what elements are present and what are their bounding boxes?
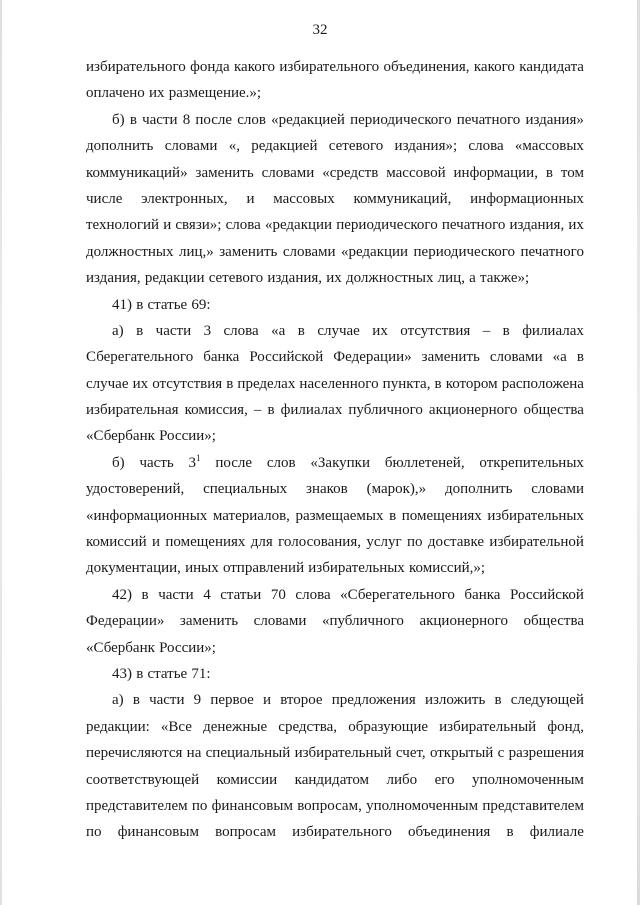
- word: «Все: [160, 718, 192, 735]
- word: технологий: [86, 217, 160, 234]
- word: России»;: [159, 428, 216, 445]
- word: информации,: [453, 164, 538, 181]
- word: 43): [112, 665, 132, 682]
- word: «редакции: [264, 217, 333, 234]
- word: в: [226, 375, 234, 392]
- word: Российской: [249, 349, 324, 366]
- word: голосования,: [278, 534, 361, 551]
- word: избирательная: [86, 402, 179, 419]
- word: филиале: [529, 824, 584, 841]
- word: расположена: [501, 375, 584, 392]
- word: словами: [164, 138, 218, 155]
- word: в: [389, 507, 397, 524]
- text-line: [86, 239, 584, 265]
- word: вопросам,: [297, 797, 362, 814]
- text-line: [86, 54, 584, 80]
- word: б): [112, 454, 125, 471]
- word: в: [136, 296, 144, 313]
- word: Российской: [510, 586, 584, 603]
- text-line: [86, 687, 584, 713]
- word: для: [250, 534, 273, 551]
- text-line: [86, 635, 584, 661]
- text-line: [86, 397, 584, 423]
- word: периодического: [413, 243, 516, 260]
- word: связи»;: [175, 217, 222, 234]
- text-line: [86, 714, 584, 740]
- word: комиссия,: [184, 402, 248, 419]
- word: слова: [223, 322, 259, 339]
- word: размещение.»;: [168, 85, 262, 102]
- word: специальный: [205, 745, 291, 762]
- word: банка: [464, 586, 501, 603]
- word: а): [112, 692, 124, 709]
- word: «публичного: [321, 613, 404, 630]
- word: случае: [317, 322, 360, 339]
- word: в: [576, 349, 584, 366]
- word: представителем: [482, 797, 584, 814]
- word: открепительных: [479, 454, 584, 471]
- text-line: [86, 423, 584, 449]
- word: 42): [112, 586, 132, 603]
- word: сетевого: [208, 270, 264, 287]
- word: заменить: [179, 613, 239, 630]
- word: услуг: [366, 534, 402, 551]
- word: случае: [86, 375, 129, 392]
- superscript: 1: [196, 452, 201, 463]
- text-line: [86, 212, 584, 238]
- word: и: [263, 692, 272, 709]
- page-number: 32: [312, 22, 328, 38]
- word: либо: [386, 771, 418, 788]
- word: слова: [295, 586, 331, 603]
- word: следующей: [510, 692, 584, 709]
- word: в: [141, 586, 149, 603]
- word: массовых: [273, 190, 335, 207]
- word: общества: [523, 402, 584, 419]
- word: их: [326, 270, 342, 287]
- word: коммуникаций,: [353, 190, 452, 207]
- word: их: [372, 322, 388, 339]
- word: их: [149, 85, 165, 102]
- word: в: [545, 164, 553, 181]
- word: второе: [280, 692, 323, 709]
- word: избирательного: [86, 59, 186, 75]
- text-line: [86, 344, 584, 370]
- word: дополнить: [86, 138, 154, 155]
- word: и: [246, 190, 255, 207]
- word: счет,: [395, 745, 426, 762]
- word: уполномоченным: [471, 771, 584, 788]
- word: предложения: [331, 692, 416, 709]
- word: «а: [271, 322, 286, 339]
- word: пункта,: [382, 375, 431, 392]
- word: избирательной: [489, 534, 584, 551]
- word: слова: [225, 217, 261, 234]
- word: «редакции: [340, 243, 409, 260]
- word: заменить: [421, 349, 480, 366]
- word: Сберегательного: [86, 349, 194, 366]
- word: по: [191, 797, 208, 814]
- word: знаков: [306, 481, 348, 498]
- word: редакции: [144, 270, 205, 287]
- word: периодического: [350, 111, 452, 128]
- word: акционерного: [419, 613, 508, 630]
- word: части: [142, 111, 178, 128]
- word: фонда: [190, 59, 230, 75]
- word: России»;: [159, 639, 216, 656]
- word: словами: [531, 481, 584, 498]
- text-line: [86, 450, 584, 476]
- document-body: [86, 54, 584, 846]
- word: должностных: [86, 243, 174, 260]
- word: словами: [489, 349, 543, 366]
- word: денежные: [203, 718, 268, 735]
- word: филиалах: [522, 322, 584, 339]
- word: статьи: [220, 586, 262, 603]
- word: «средств: [322, 164, 379, 181]
- word: в: [297, 322, 305, 339]
- word: избирательных: [487, 507, 584, 524]
- word: –: [482, 322, 491, 339]
- word: объединения,: [383, 59, 470, 75]
- text-line: [86, 819, 584, 845]
- word: «Закупки: [310, 454, 370, 471]
- word: 71:: [191, 665, 211, 682]
- text-line: [86, 661, 584, 687]
- word: 3: [203, 322, 212, 339]
- word: кандидатом: [294, 771, 370, 788]
- word: редакцией: [251, 138, 318, 155]
- word: информационных: [470, 190, 584, 207]
- word: иных: [185, 560, 219, 577]
- word: а): [112, 322, 124, 339]
- word: избирательного: [279, 59, 380, 75]
- text-line: [86, 160, 584, 186]
- word: $3^1$: [188, 452, 201, 471]
- word: вопросам: [215, 824, 276, 841]
- word: населенного: [299, 375, 379, 392]
- text-line: [86, 133, 584, 159]
- word: документации,: [86, 560, 181, 577]
- word: комиссии: [216, 771, 278, 788]
- word: после: [195, 111, 233, 128]
- word: избирательного: [292, 824, 392, 841]
- word: издания»: [525, 111, 584, 128]
- word: также»;: [480, 270, 530, 287]
- text-line: [86, 555, 584, 581]
- word: том: [560, 164, 584, 181]
- word: лиц,: [437, 270, 465, 287]
- word: «редакцией: [271, 111, 345, 128]
- word: комиссий,»;: [409, 560, 486, 577]
- word: а: [469, 270, 476, 287]
- word: соответствующей: [86, 771, 200, 788]
- word: заменить: [219, 243, 278, 260]
- word: в: [434, 375, 442, 392]
- text-line: [86, 582, 584, 608]
- word: 9: [193, 692, 202, 709]
- word: «массовых: [514, 138, 584, 155]
- word: по: [86, 824, 102, 841]
- word: избирательный: [294, 745, 392, 762]
- scan-edge-left: [0, 0, 2, 905]
- word: в: [494, 692, 502, 709]
- text-line: [86, 107, 584, 133]
- word: слов: [266, 454, 296, 471]
- word: пределах: [237, 375, 296, 392]
- word: издания,: [267, 270, 323, 287]
- word: помещениях: [165, 534, 246, 551]
- word: котором: [445, 375, 498, 392]
- word: с: [497, 745, 505, 762]
- word: изложить: [424, 692, 486, 709]
- word: словами: [253, 613, 307, 630]
- word: электронных,: [141, 190, 228, 207]
- word: слов: [237, 111, 266, 128]
- word: избирательный: [439, 718, 537, 735]
- word: публичного: [348, 402, 423, 419]
- word: общества: [523, 613, 584, 630]
- word: в: [136, 665, 144, 682]
- word: б): [112, 111, 125, 128]
- word: 69:: [191, 296, 211, 313]
- word: представителем: [86, 797, 188, 814]
- word: Федерации»: [333, 349, 412, 366]
- word: банка: [203, 349, 240, 366]
- word: и: [151, 534, 161, 551]
- word: статье: [147, 665, 188, 682]
- word: печатного: [520, 243, 584, 260]
- word: открытый: [429, 745, 494, 762]
- word: средства,: [278, 718, 338, 735]
- text-line: [86, 608, 584, 634]
- word: финансовым: [117, 824, 199, 841]
- word: (марок),»: [366, 481, 427, 498]
- word: бюллетеней,: [384, 454, 465, 471]
- word: «а: [552, 349, 567, 366]
- word: заменить: [195, 164, 254, 181]
- word: статье: [147, 296, 188, 313]
- word: «Сберегательного: [340, 586, 455, 603]
- word: перечисляются: [86, 745, 183, 762]
- word: сетевого: [328, 138, 384, 155]
- word: в: [129, 111, 137, 128]
- word: специальных: [203, 481, 288, 498]
- word: «Сбербанк: [86, 428, 155, 445]
- word: оплачено: [86, 85, 145, 102]
- word: его: [434, 771, 455, 788]
- word: акционерного: [428, 402, 518, 419]
- word: отсутствия: [400, 322, 471, 339]
- text-line: [86, 529, 584, 555]
- word: в: [267, 402, 275, 419]
- word: части: [155, 322, 192, 339]
- word: Федерации»: [86, 613, 165, 630]
- word: части: [149, 692, 185, 709]
- word: словами: [282, 243, 336, 260]
- word: кандидата: [519, 59, 584, 75]
- word: материалов,: [212, 507, 290, 524]
- text-line: [86, 318, 584, 344]
- word: периодического: [336, 217, 438, 234]
- word: редакции:: [86, 718, 150, 735]
- word: размещаемых: [295, 507, 384, 524]
- word: 8: [182, 111, 191, 128]
- word: издания»;: [394, 138, 458, 155]
- text-line: [86, 476, 584, 502]
- word: «информационных: [86, 507, 208, 524]
- word: в: [136, 322, 144, 339]
- text-line: [86, 292, 584, 318]
- word: дополнить: [445, 481, 513, 498]
- word: 4: [203, 586, 211, 603]
- word: «,: [228, 138, 240, 155]
- word: в: [132, 692, 140, 709]
- word: печатного: [441, 217, 506, 234]
- word: их: [132, 375, 149, 392]
- text-line: [86, 371, 584, 397]
- word: массовой: [386, 164, 446, 181]
- word: избирательных: [308, 560, 405, 577]
- text-line: [86, 740, 584, 766]
- word: должностных: [345, 270, 434, 287]
- word: образующие: [348, 718, 429, 735]
- word: финансовым: [211, 797, 293, 814]
- word: фонд,: [547, 718, 584, 735]
- text-line: [86, 265, 584, 291]
- word: лиц,»: [178, 243, 214, 260]
- word: помещениях: [401, 507, 482, 524]
- word: в: [502, 322, 510, 339]
- text-line: [86, 503, 584, 529]
- word: комиссий: [86, 534, 147, 551]
- word: «Сбербанк: [86, 639, 155, 656]
- word: –: [253, 402, 262, 419]
- word: числе: [86, 190, 123, 207]
- word: объединения: [408, 824, 491, 841]
- text-line: [86, 793, 584, 819]
- word: издания,: [86, 270, 141, 287]
- word: удостоверений,: [86, 481, 185, 498]
- text-line: [86, 767, 584, 793]
- word: словами: [261, 164, 315, 181]
- word: доставке: [427, 534, 485, 551]
- word: издания,: [509, 217, 565, 234]
- word: и: [163, 217, 172, 234]
- text-line: [86, 80, 584, 106]
- word: уполномоченным: [366, 797, 479, 814]
- word: печатного: [456, 111, 521, 128]
- word: слова: [468, 138, 504, 155]
- word: какого: [473, 59, 515, 75]
- word: части: [158, 586, 194, 603]
- word: по: [406, 534, 423, 551]
- word: разрешения: [508, 745, 584, 762]
- word: какого: [234, 59, 276, 75]
- word: отправлений: [222, 560, 305, 577]
- word: часть: [139, 454, 174, 471]
- word: 70: [270, 586, 286, 603]
- word: 41): [112, 296, 132, 313]
- word: на: [186, 745, 202, 762]
- text-line: [86, 186, 584, 212]
- word: первое: [210, 692, 254, 709]
- word: их: [568, 217, 584, 234]
- word: в: [506, 824, 514, 841]
- word: филиалах: [280, 402, 343, 419]
- word: коммуникаций»: [86, 164, 188, 181]
- word: после: [215, 454, 253, 471]
- word: отсутствия: [152, 375, 223, 392]
